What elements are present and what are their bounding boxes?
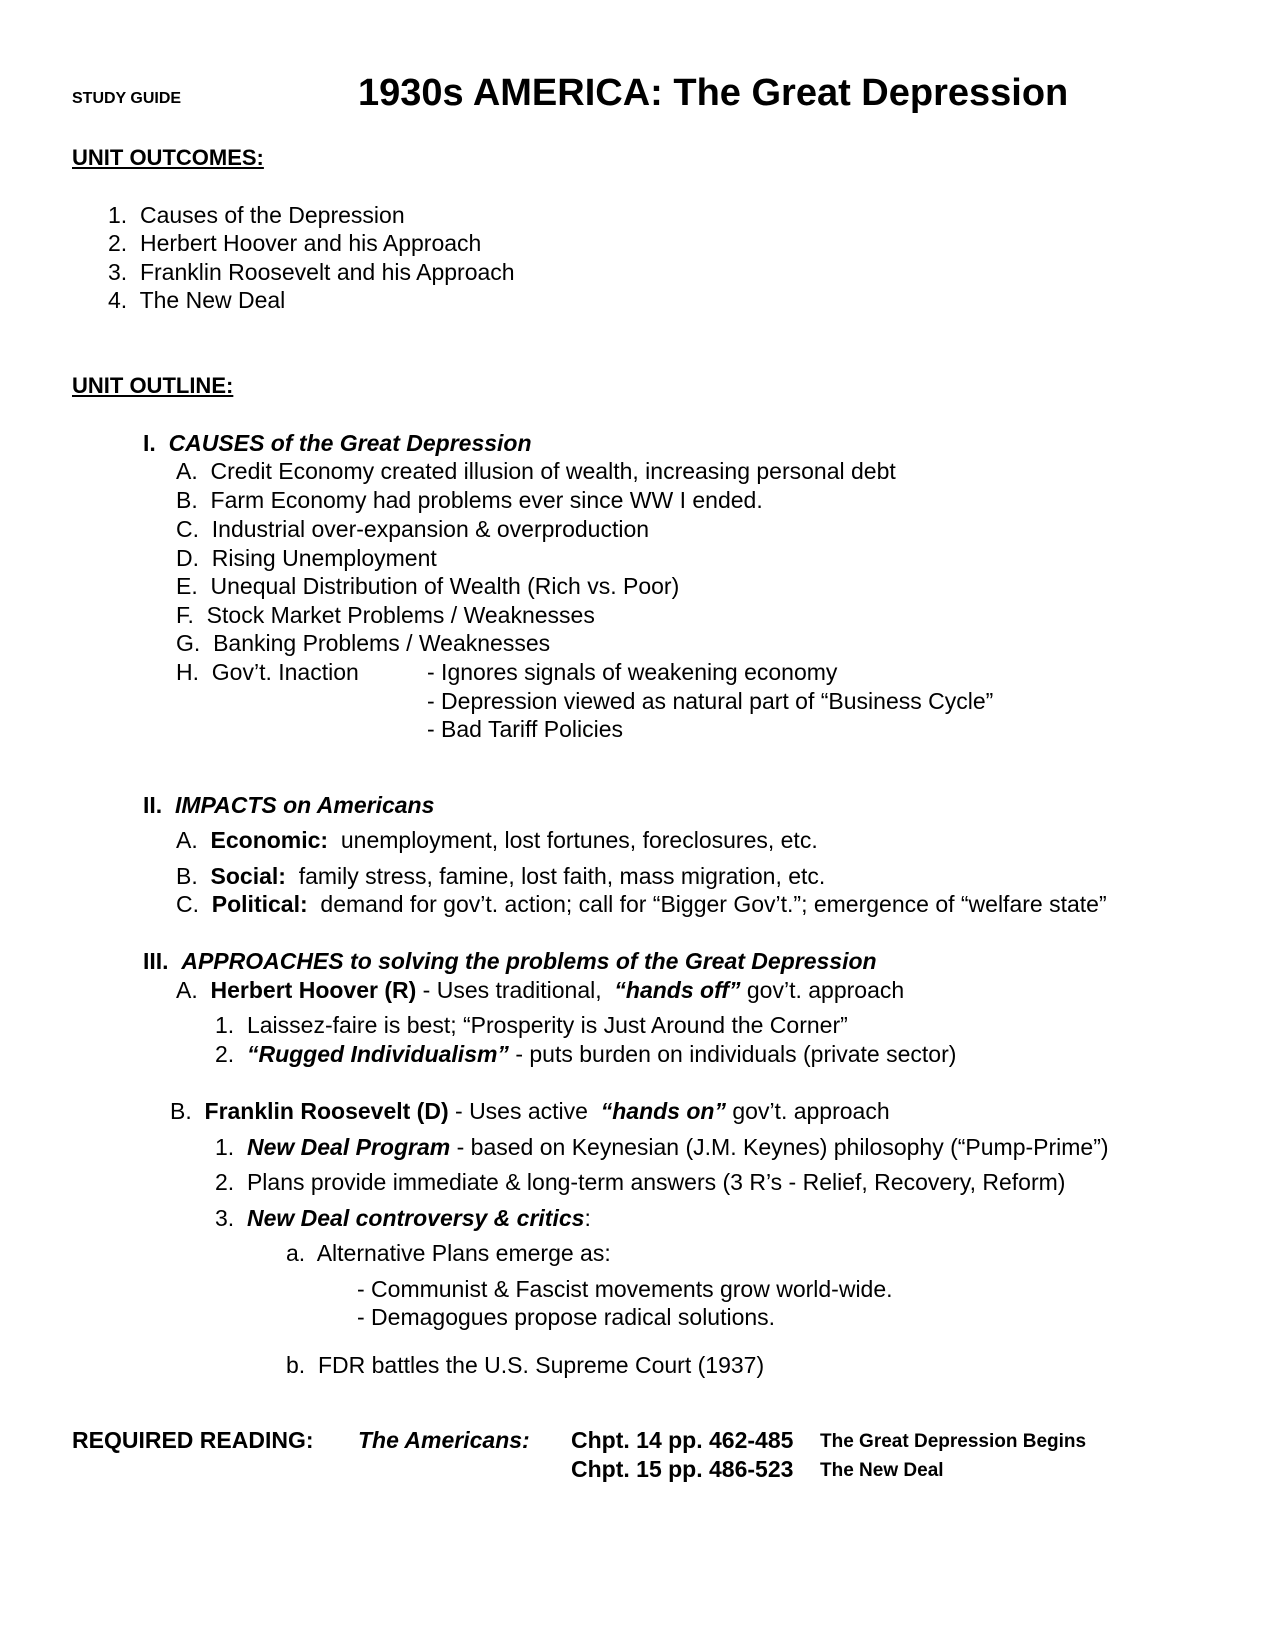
alternative-plans: a. Alternative Plans emerge as:: [286, 1240, 611, 1266]
alternative-point: - Communist & Fascist movements grow world-wide.: [357, 1276, 893, 1302]
cause-item: F. Stock Market Problems / Weaknesses: [176, 602, 595, 628]
outcome-item: 1. Causes of the Depression: [108, 202, 405, 228]
roosevelt-approach: B. Franklin Roosevelt (D) - Uses active “hands on” gov’t. approach: [170, 1098, 890, 1124]
roosevelt-point: 3. New Deal controversy & critics:: [215, 1205, 591, 1231]
inaction-point: - Ignores signals of weakening economy: [427, 659, 838, 685]
cause-item: B. Farm Economy had problems ever since WW I ended.: [176, 487, 763, 513]
impact-item: C. Political: demand for gov’t. action; call for “Bigger Gov’t.”; emergence of “welfare state”: [176, 891, 1107, 917]
cause-item: E. Unequal Distribution of Wealth (Rich vs. Poor): [176, 573, 680, 599]
cause-item: D. Rising Unemployment: [176, 545, 437, 571]
cause-item: C. Industrial over-expansion & overproduction: [176, 516, 650, 542]
outcome-item: 4. The New Deal: [108, 287, 286, 313]
chapter-title: The Great Depression Begins: [820, 1431, 1087, 1452]
textbook-title: The Americans:: [358, 1427, 530, 1453]
supreme-court-item: b. FDR battles the U.S. Supreme Court (1937): [286, 1352, 765, 1378]
required-reading-label: REQUIRED READING:: [72, 1427, 314, 1453]
inaction-point: - Bad Tariff Policies: [427, 716, 624, 742]
impact-item: B. Social: family stress, famine, lost faith, mass migration, etc.: [176, 863, 826, 889]
section-3-heading: III. APPROACHES to solving the problems of the Great Depression: [143, 948, 877, 974]
chapter-ref: Chpt. 15 pp. 486-523: [571, 1456, 794, 1482]
hoover-approach: A. Herbert Hoover (R) - Uses traditional, “hands off” gov’t. approach: [176, 977, 905, 1003]
alternative-point: - Demagogues propose radical solutions.: [357, 1304, 776, 1330]
chapter-title: The New Deal: [820, 1460, 944, 1481]
impact-item: A. Economic: unemployment, lost fortunes, foreclosures, etc.: [176, 827, 818, 853]
section-2-heading: II. IMPACTS on Americans: [143, 792, 435, 818]
cause-item: G. Banking Problems / Weaknesses: [176, 630, 551, 656]
section-1-heading: I. CAUSES of the Great Depression: [143, 430, 532, 456]
hoover-point: 2. “Rugged Individualism” - puts burden on individuals (private sector): [215, 1041, 957, 1067]
study-guide-label: STUDY GUIDE: [72, 90, 182, 107]
page-title: 1930s AMERICA: The Great Depression: [358, 72, 1069, 114]
outcome-item: 3. Franklin Roosevelt and his Approach: [108, 259, 515, 285]
unit-outline-heading: UNIT OUTLINE:: [72, 373, 234, 398]
chapter-ref: Chpt. 14 pp. 462-485: [571, 1427, 794, 1453]
cause-item: H. Gov’t. Inaction: [176, 659, 359, 685]
hoover-point: 1. Laissez-faire is best; “Prosperity is Just Around the Corner”: [215, 1012, 848, 1038]
roosevelt-point: 1. New Deal Program - based on Keynesian (J.M. Keynes) philosophy (“Pump-Prime”): [215, 1134, 1109, 1160]
unit-outcomes-heading: UNIT OUTCOMES:: [72, 145, 264, 170]
inaction-point: - Depression viewed as natural part of “Business Cycle”: [427, 688, 994, 714]
roosevelt-point: 2. Plans provide immediate & long-term answers (3 R’s - Relief, Recovery, Reform): [215, 1169, 1066, 1195]
outcome-item: 2. Herbert Hoover and his Approach: [108, 230, 482, 256]
cause-item: A. Credit Economy created illusion of wealth, increasing personal debt: [176, 458, 896, 484]
